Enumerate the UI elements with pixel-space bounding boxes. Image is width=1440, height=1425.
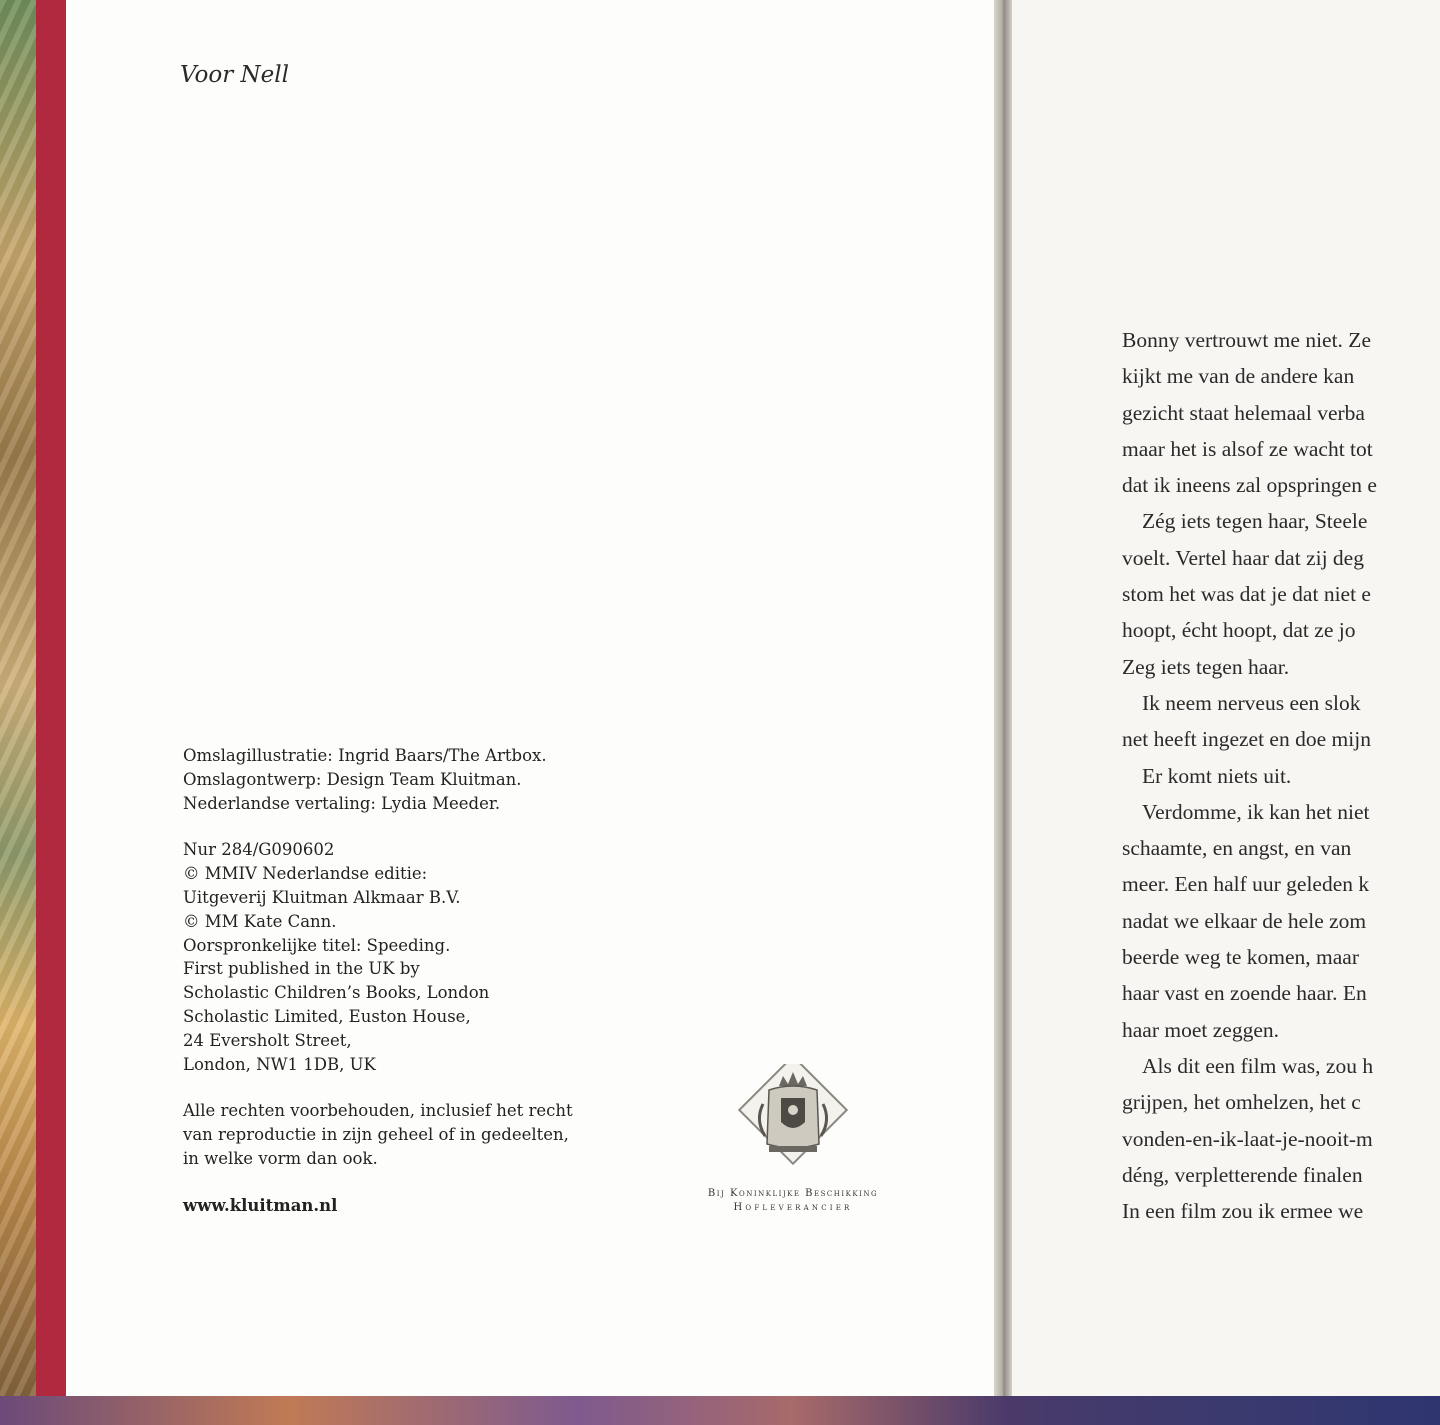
body-line: Ik neem nerveus een slok xyxy=(1142,690,1361,715)
emblem-caption-supplier: Hofleverancier xyxy=(733,1202,853,1213)
body-line: beerde weg te komen, maar xyxy=(1122,945,1359,970)
chapter-body-text xyxy=(1122,322,1440,1229)
colophon-credit-translation: Nederlandse vertaling: Lydia Meeder. xyxy=(183,793,501,813)
body-line: meer. Een half uur geleden k xyxy=(1122,872,1370,897)
publisher-website: www.kluitman.nl xyxy=(183,1195,338,1215)
colophon-copyright-author: © MM Kate Cann. xyxy=(183,911,337,931)
book-gutter xyxy=(994,0,1012,1400)
body-line: In een film zou ik ermee we xyxy=(1122,1199,1364,1224)
colophon-rights-1: Alle rechten voorbehouden, inclusief het recht xyxy=(183,1101,573,1121)
body-line: haar vast en zoende haar. En xyxy=(1122,981,1367,1006)
body-line: voelt. Vertel haar dat zij deg xyxy=(1122,545,1364,570)
colophon-credit-illustration: Omslagillustratie: Ingrid Baars/The Artbox. xyxy=(183,746,547,765)
body-line: dat ik ineens zal opspringen e xyxy=(1122,473,1377,498)
body-line: Verdomme, ik kan het niet xyxy=(1142,799,1370,824)
colophon-first-published: First published in the UK by xyxy=(183,959,420,979)
body-line: vonden-en-ik-laat-je-nooit-m xyxy=(1122,1126,1373,1151)
book-bottom-edge xyxy=(0,1396,1440,1425)
endpaper-red-band xyxy=(36,0,66,1400)
body-line: stom het was dat je dat niet e xyxy=(1122,582,1371,607)
dedication: Voor Nell xyxy=(180,62,289,88)
colophon-uk-publisher: Scholastic Children’s Books, London xyxy=(183,983,490,1003)
royal-coat-of-arms-icon xyxy=(693,1064,893,1224)
colophon-rights-3: in welke vorm dan ook. xyxy=(183,1148,378,1168)
body-line: Zeg iets tegen haar. xyxy=(1122,654,1290,679)
colophon-copyright-nl: © MMIV Nederlandse editie: xyxy=(183,864,428,884)
colophon-address-1: Scholastic Limited, Euston House, xyxy=(183,1006,471,1026)
body-line: maar het is alsof ze wacht tot xyxy=(1122,436,1373,461)
body-line: grijpen, het omhelzen, het c xyxy=(1122,1090,1361,1115)
colophon-rights-2: van reproductie in zijn geheel of in gedeelten, xyxy=(183,1125,569,1145)
colophon-nur: Nur 284/G090602 xyxy=(183,840,335,860)
colophon-original-title: Oorspronkelijke titel: Speeding. xyxy=(183,935,451,955)
colophon-address-3: London, NW1 1DB, UK xyxy=(183,1054,376,1074)
body-line: Bonny vertrouwt me niet. Ze xyxy=(1122,328,1371,352)
body-line: Zég iets tegen haar, Steele xyxy=(1142,509,1368,534)
body-line: hoopt, écht hoopt, dat ze jo xyxy=(1122,618,1356,643)
body-line: haar moet zeggen. xyxy=(1122,1017,1279,1042)
book-cover-edge xyxy=(0,0,40,1425)
body-line: Als dit een film was, zou h xyxy=(1142,1053,1374,1078)
body-line: Er komt niets uit. xyxy=(1142,763,1292,788)
body-line: net heeft ingezet en doe mijn xyxy=(1122,727,1371,752)
body-line: schaamte, en angst, en van xyxy=(1122,836,1352,861)
body-line: kijkt me van de andere kan xyxy=(1122,364,1355,389)
colophon-address-2: 24 Eversholt Street, xyxy=(183,1030,352,1050)
colophon-publisher: Uitgeverij Kluitman Alkmaar B.V. xyxy=(183,887,461,907)
body-line: gezicht staat helemaal verba xyxy=(1122,400,1365,425)
colophon xyxy=(183,744,643,1218)
body-line: nadat we elkaar de hele zom xyxy=(1122,908,1367,933)
body-line: déng, verpletterende finalen xyxy=(1122,1162,1363,1187)
colophon-credit-design: Omslagontwerp: Design Team Kluitman. xyxy=(183,769,522,789)
emblem-caption-warrant: Bij Koninklijke Beschikking xyxy=(707,1188,879,1199)
